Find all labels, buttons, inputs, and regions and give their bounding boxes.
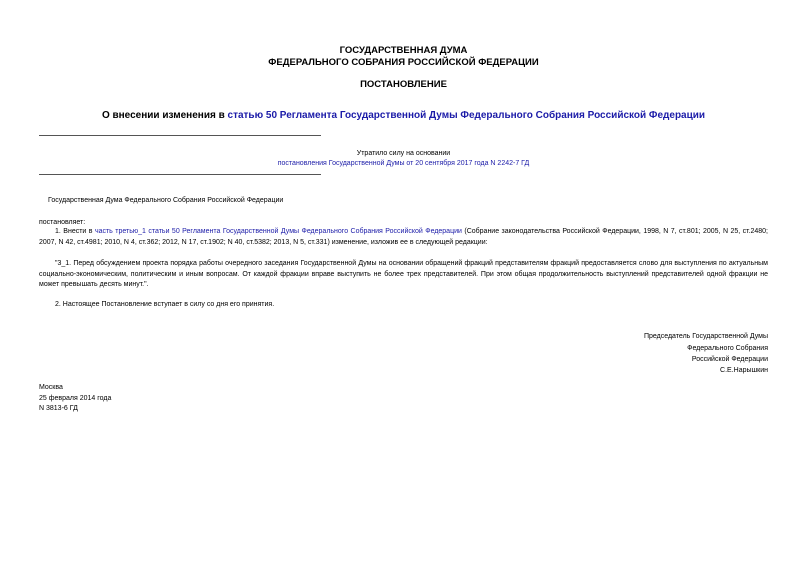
footer-number: N 3813-6 ГД: [39, 405, 78, 412]
resolves-paragraph: постановляет:: [39, 219, 86, 226]
item-1-prefix: 1. Внести в: [55, 228, 95, 235]
document-type: ПОСТАНОВЛЕНИЕ: [360, 79, 447, 90]
quoted-amendment: "3_1. Перед обсуждением проекта порядка работы очередного заседания Государственной Думы на основании обращений фракций представителям фракций предоставляется слово для выступления по актуальным социально-экономическим, политическим и иным вопросам. От каждой фракции вправе выступить не более трех представителей. При этом общая продолжительность выступлений представителей одной фракции не может превышать десять минут.".: [39, 260, 768, 288]
footer-date: 25 февраля 2014 года: [39, 395, 112, 402]
void-notice-link[interactable]: постановления Государственной Думы от 20 сентября 2017 года N 2242-7 ГД: [277, 160, 530, 167]
title-link[interactable]: статью 50 Регламента Государственной Думы Федерального Собрания Российской Федерации: [227, 110, 706, 121]
divider-bottom: [39, 174, 321, 175]
signature-line-1: Председатель Государственной Думы: [643, 333, 768, 340]
footer-city: Москва: [39, 384, 63, 391]
title-prefix: О внесении изменения в: [101, 110, 228, 121]
item-1-suffix: (Собрание законодательства Российской Федерации, 1998, N 7, ст.801; 2005, N 25, ст.2480; 2007, N 42, ст.4981; 2010, N 4, ст.362; 2012, N 17, ст.1902; N 40, ст.5382; 2013, N 5, ст.331) изменение, изложив ее в следующей редакции:: [39, 228, 769, 246]
issuer-line-2: ФЕДЕРАЛЬНОГО СОБРАНИЯ РОССИЙСКОЙ ФЕДЕРАЦИИ: [268, 57, 539, 68]
divider-top: [39, 135, 321, 136]
signatory-name: С.Е.Нарышкин: [720, 367, 768, 374]
item-2-paragraph: 2. Настоящее Постановление вступает в силу со дня его принятия.: [55, 301, 275, 308]
document-title: [0, 110, 807, 121]
signature-line-3: Российской Федерации: [691, 356, 768, 363]
item-1-link[interactable]: часть третью_1 статьи 50 Регламента Государственной Думы Федерального Собрания Российской Федерации: [94, 228, 462, 235]
void-notice-text: Утратило силу на основании: [356, 150, 451, 157]
signature-line-2: Федерального Собрания: [687, 345, 768, 352]
item-1-paragraph: [39, 227, 768, 248]
issuer-line-1: ГОСУДАРСТВЕННАЯ ДУМА: [339, 45, 468, 56]
intro-paragraph: Государственная Дума Федерального Собрания Российской Федерации: [48, 197, 284, 204]
